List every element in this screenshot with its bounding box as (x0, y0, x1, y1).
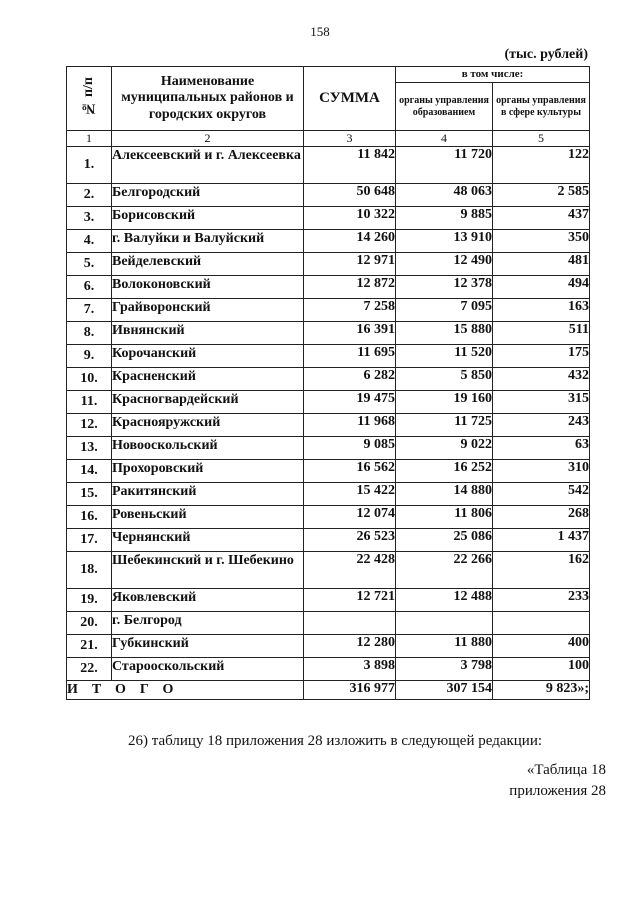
row-culture: 175 (493, 345, 590, 368)
row-culture: 162 (493, 552, 590, 589)
header-culture: органы управления в сфере культуры (493, 83, 590, 131)
row-name: г. Белгород (112, 612, 304, 635)
row-education: 22 266 (396, 552, 493, 589)
row-name: Ровеньский (112, 506, 304, 529)
row-sum: 12 721 (304, 589, 396, 612)
row-number: 18. (67, 552, 112, 589)
row-sum: 7 258 (304, 299, 396, 322)
table-row (67, 391, 590, 414)
row-sum: 12 872 (304, 276, 396, 299)
row-name: Прохоровский (112, 460, 304, 483)
table-row (67, 529, 590, 552)
header-including: в том числе: (396, 67, 590, 83)
row-name: Яковлевский (112, 589, 304, 612)
row-culture: 243 (493, 414, 590, 437)
table-row (67, 368, 590, 391)
row-sum: 15 422 (304, 483, 396, 506)
row-education: 11 520 (396, 345, 493, 368)
row-education: 7 095 (396, 299, 493, 322)
col-number: 2 (112, 131, 304, 147)
row-name: Старооскольский (112, 658, 304, 681)
row-culture: 100 (493, 658, 590, 681)
row-number: 17. (67, 529, 112, 552)
row-education: 9 022 (396, 437, 493, 460)
row-sum (304, 612, 396, 635)
row-education: 15 880 (396, 322, 493, 345)
row-number: 13. (67, 437, 112, 460)
col-number: 3 (304, 131, 396, 147)
table-row (67, 552, 590, 589)
row-education (396, 612, 493, 635)
row-name: Грайворонский (112, 299, 304, 322)
table-row (67, 589, 590, 612)
row-name: Новооскольский (112, 437, 304, 460)
row-number: 14. (67, 460, 112, 483)
row-culture: 163 (493, 299, 590, 322)
table-row (67, 437, 590, 460)
row-number: 1. (67, 147, 112, 184)
table-row (67, 253, 590, 276)
row-culture: 432 (493, 368, 590, 391)
table-row (67, 460, 590, 483)
row-number: 21. (67, 635, 112, 658)
row-education: 16 252 (396, 460, 493, 483)
row-sum: 22 428 (304, 552, 396, 589)
total-label: ИТОГО (67, 681, 304, 700)
row-sum: 19 475 (304, 391, 396, 414)
row-sum: 16 391 (304, 322, 396, 345)
table-row (67, 147, 590, 184)
row-education: 48 063 (396, 184, 493, 207)
row-name: г. Валуйки и Валуйский (112, 230, 304, 253)
row-sum: 11 842 (304, 147, 396, 184)
table-row (67, 345, 590, 368)
row-number: 16. (67, 506, 112, 529)
row-sum: 6 282 (304, 368, 396, 391)
row-sum: 9 085 (304, 437, 396, 460)
row-number: 11. (67, 391, 112, 414)
table-row (67, 612, 590, 635)
row-sum: 11 695 (304, 345, 396, 368)
row-culture: 233 (493, 589, 590, 612)
table-row (67, 414, 590, 437)
header-name: Наименование муниципальных районов и городских округов (112, 67, 304, 131)
row-number: 19. (67, 589, 112, 612)
row-name: Ивнянский (112, 322, 304, 345)
row-education: 14 880 (396, 483, 493, 506)
row-number: 12. (67, 414, 112, 437)
row-name: Вейделевский (112, 253, 304, 276)
row-sum: 16 562 (304, 460, 396, 483)
row-culture: 350 (493, 230, 590, 253)
header-num: № п/п (67, 67, 112, 131)
row-culture: 315 (493, 391, 590, 414)
row-culture: 542 (493, 483, 590, 506)
table-row (67, 184, 590, 207)
col-number: 5 (493, 131, 590, 147)
row-education: 11 880 (396, 635, 493, 658)
row-name: Краснояружский (112, 414, 304, 437)
row-education: 12 378 (396, 276, 493, 299)
table-row (67, 658, 590, 681)
row-education: 5 850 (396, 368, 493, 391)
table-row (67, 322, 590, 345)
table-row (67, 230, 590, 253)
row-culture: 63 (493, 437, 590, 460)
row-number: 5. (67, 253, 112, 276)
row-culture: 1 437 (493, 529, 590, 552)
total-education: 307 154 (396, 681, 493, 700)
table-row (67, 506, 590, 529)
row-sum: 26 523 (304, 529, 396, 552)
row-culture: 310 (493, 460, 590, 483)
row-number: 8. (67, 322, 112, 345)
row-name: Ракитянский (112, 483, 304, 506)
row-education: 13 910 (396, 230, 493, 253)
row-sum: 12 280 (304, 635, 396, 658)
amendment-paragraph: 26) таблицу 18 приложения 28 изложить в следующей редакции: (128, 733, 543, 749)
units-label: (тыс. рублей) (504, 47, 588, 62)
row-education: 12 488 (396, 589, 493, 612)
row-sum: 3 898 (304, 658, 396, 681)
row-sum: 10 322 (304, 207, 396, 230)
total-culture: 9 823»; (493, 681, 590, 700)
row-culture: 494 (493, 276, 590, 299)
row-name: Белгородский (112, 184, 304, 207)
row-name: Красненский (112, 368, 304, 391)
row-culture: 2 585 (493, 184, 590, 207)
header-sum: СУММА (304, 67, 396, 131)
page-number: 158 (310, 24, 330, 39)
row-number: 9. (67, 345, 112, 368)
row-culture: 122 (493, 147, 590, 184)
table-row (67, 483, 590, 506)
row-culture (493, 612, 590, 635)
row-number: 4. (67, 230, 112, 253)
table-caption-appendix: приложения 28 (509, 783, 606, 799)
row-number: 22. (67, 658, 112, 681)
row-sum: 12 074 (304, 506, 396, 529)
total-sum: 316 977 (304, 681, 396, 700)
row-education: 11 725 (396, 414, 493, 437)
table-caption: «Таблица 18 (526, 762, 606, 778)
table-row (67, 299, 590, 322)
row-sum: 14 260 (304, 230, 396, 253)
row-culture: 481 (493, 253, 590, 276)
table-row (67, 635, 590, 658)
row-culture: 511 (493, 322, 590, 345)
col-number: 4 (396, 131, 493, 147)
row-name: Чернянский (112, 529, 304, 552)
table-row (67, 276, 590, 299)
row-name: Алексеевский и г. Алексеевка (112, 147, 304, 184)
table-row (67, 207, 590, 230)
row-name: Шебекинский и г. Шебекино (112, 552, 304, 589)
row-sum: 12 971 (304, 253, 396, 276)
row-name: Красногвардейский (112, 391, 304, 414)
row-education: 9 885 (396, 207, 493, 230)
budget-table (66, 66, 590, 700)
row-education: 11 806 (396, 506, 493, 529)
row-name: Губкинский (112, 635, 304, 658)
row-sum: 50 648 (304, 184, 396, 207)
row-education: 25 086 (396, 529, 493, 552)
row-sum: 11 968 (304, 414, 396, 437)
col-number: 1 (67, 131, 112, 147)
row-name: Волоконовский (112, 276, 304, 299)
row-number: 6. (67, 276, 112, 299)
row-culture: 268 (493, 506, 590, 529)
row-number: 3. (67, 207, 112, 230)
row-name: Борисовский (112, 207, 304, 230)
row-number: 7. (67, 299, 112, 322)
row-education: 11 720 (396, 147, 493, 184)
row-culture: 437 (493, 207, 590, 230)
row-culture: 400 (493, 635, 590, 658)
row-number: 15. (67, 483, 112, 506)
row-number: 2. (67, 184, 112, 207)
row-education: 12 490 (396, 253, 493, 276)
row-number: 20. (67, 612, 112, 635)
row-education: 3 798 (396, 658, 493, 681)
row-name: Корочанский (112, 345, 304, 368)
row-number: 10. (67, 368, 112, 391)
row-education: 19 160 (396, 391, 493, 414)
header-education: органы управления образованием (396, 83, 493, 131)
total-row (67, 681, 590, 700)
